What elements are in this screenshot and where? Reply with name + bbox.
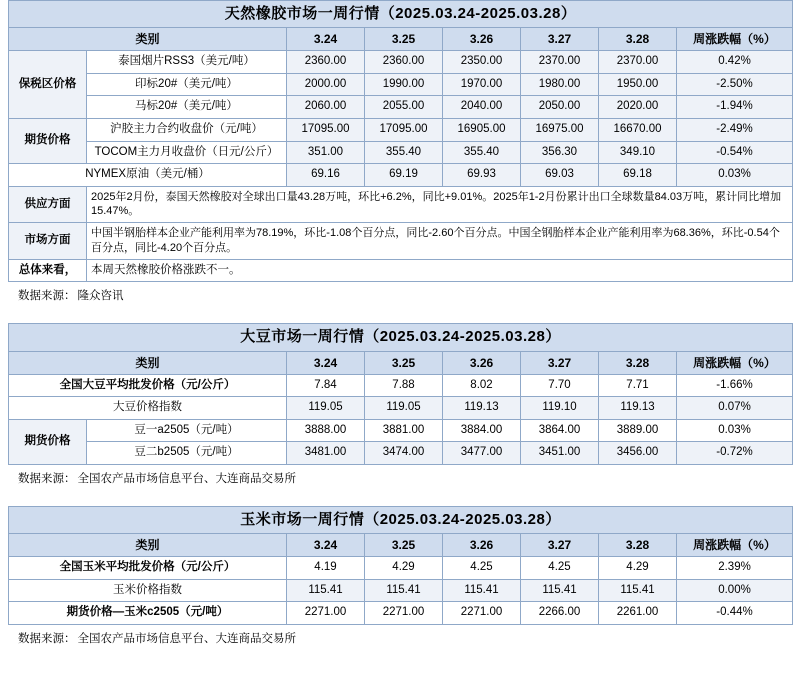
cell-value: 4.29	[599, 557, 677, 580]
cell-value: 115.41	[287, 579, 365, 602]
table-row	[9, 374, 793, 397]
cell-value: 8.02	[443, 374, 521, 397]
cell-value: 355.40	[443, 141, 521, 164]
cell-value: 349.10	[599, 141, 677, 164]
cell-value: 119.05	[287, 397, 365, 420]
cell-value: 16670.00	[599, 118, 677, 141]
cell-change: -1.66%	[677, 374, 793, 397]
cell-value: 7.84	[287, 374, 365, 397]
cell-value: 3881.00	[365, 419, 443, 442]
note-label-market: 市场方面	[9, 223, 87, 260]
source-label: 数据来源：	[18, 632, 76, 645]
cell-value: 3451.00	[521, 442, 599, 465]
soybean-source	[8, 465, 792, 486]
cell-change: 0.00%	[677, 579, 793, 602]
table-row	[9, 118, 793, 141]
cell-change: -0.54%	[677, 141, 793, 164]
soybean-col-324: 3.24	[287, 351, 365, 374]
cell-value: 119.05	[365, 397, 443, 420]
cell-value: 3864.00	[521, 419, 599, 442]
row-label: TOCOM主力月收盘价（日元/公斤）	[87, 141, 287, 164]
table-row	[9, 557, 793, 580]
row-label: 沪胶主力合约收盘价（元/吨）	[87, 118, 287, 141]
cell-value: 69.19	[365, 164, 443, 187]
cell-value: 3889.00	[599, 419, 677, 442]
cell-value: 16905.00	[443, 118, 521, 141]
rubber-source	[8, 282, 792, 303]
table-row	[9, 73, 793, 96]
cell-value: 2360.00	[365, 51, 443, 74]
corn-col-324: 3.24	[287, 534, 365, 557]
cell-change: -2.49%	[677, 118, 793, 141]
cell-value: 2271.00	[443, 602, 521, 625]
table-row	[9, 397, 793, 420]
corn-col-category: 类别	[9, 534, 287, 557]
soybean-col-327: 3.27	[521, 351, 599, 374]
table-row	[9, 96, 793, 119]
cell-value: 355.40	[365, 141, 443, 164]
cell-value: 3477.00	[443, 442, 521, 465]
row-label-b2505: 豆二b2505（元/吨）	[87, 442, 287, 465]
cell-value: 16975.00	[521, 118, 599, 141]
rubber-title-row	[9, 1, 793, 28]
corn-col-change: 周涨跌幅（%）	[677, 534, 793, 557]
rubber-group-bonded: 保税区价格	[9, 51, 87, 119]
table-row	[9, 186, 793, 223]
cell-change: -2.50%	[677, 73, 793, 96]
row-label-a2505: 豆一a2505（元/吨）	[87, 419, 287, 442]
cell-change: 0.03%	[677, 419, 793, 442]
cell-value: 69.18	[599, 164, 677, 187]
cell-value: 2266.00	[521, 602, 599, 625]
cell-change: -0.72%	[677, 442, 793, 465]
rubber-col-change: 周涨跌幅（%）	[677, 28, 793, 51]
corn-section	[8, 506, 792, 646]
cell-value: 3456.00	[599, 442, 677, 465]
cell-value: 69.93	[443, 164, 521, 187]
cell-value: 1990.00	[365, 73, 443, 96]
cell-value: 351.00	[287, 141, 365, 164]
cell-value: 115.41	[599, 579, 677, 602]
source-value: 全国农产品市场信息平台、大连商品交易所	[77, 632, 296, 645]
cell-value: 3884.00	[443, 419, 521, 442]
summary-label: 总体来看，	[9, 259, 87, 282]
rubber-col-category: 类别	[9, 28, 287, 51]
cell-change: 2.39%	[677, 557, 793, 580]
source-label: 数据来源：	[18, 290, 76, 303]
table-row	[9, 259, 793, 282]
rubber-col-327: 3.27	[521, 28, 599, 51]
spacer	[0, 486, 800, 506]
rubber-col-328: 3.28	[599, 28, 677, 51]
rubber-col-324: 3.24	[287, 28, 365, 51]
cell-value: 119.13	[599, 397, 677, 420]
cell-value: 2000.00	[287, 73, 365, 96]
soybean-header-row	[9, 351, 793, 374]
cell-change: -0.44%	[677, 602, 793, 625]
corn-col-326: 3.26	[443, 534, 521, 557]
row-label-corn-futures: 期货价格—玉米c2505（元/吨）	[9, 602, 287, 625]
rubber-section	[8, 0, 792, 303]
table-row	[9, 164, 793, 187]
cell-value: 4.25	[521, 557, 599, 580]
soybean-group-futures: 期货价格	[9, 419, 87, 464]
cell-value: 2020.00	[599, 96, 677, 119]
table-row	[9, 141, 793, 164]
row-label-corn-avg: 全国玉米平均批发价格（元/公斤）	[9, 557, 287, 580]
cell-value: 356.30	[521, 141, 599, 164]
rubber-title: 天然橡胶市场一周行情（2025.03.24-2025.03.28）	[9, 1, 793, 28]
row-label-soy-avg: 全国大豆平均批发价格（元/公斤）	[9, 374, 287, 397]
note-label-supply: 供应方面	[9, 186, 87, 223]
cell-value: 1970.00	[443, 73, 521, 96]
table-row	[9, 419, 793, 442]
source-value: 全国农产品市场信息平台、大连商品交易所	[77, 472, 296, 485]
cell-value: 115.41	[443, 579, 521, 602]
cell-value: 69.03	[521, 164, 599, 187]
cell-value: 1950.00	[599, 73, 677, 96]
cell-value: 4.29	[365, 557, 443, 580]
note-text-supply: 2025年2月份，泰国天然橡胶对全球出口量43.28万吨，环比+6.2%，同比+9.01%。2025年1-2月份累计出口全球数量84.03万吨，累计同比增加15.47%。	[87, 186, 793, 223]
cell-change: 0.42%	[677, 51, 793, 74]
rubber-group-futures: 期货价格	[9, 118, 87, 163]
soybean-col-325: 3.25	[365, 351, 443, 374]
source-value: 隆众咨讯	[77, 290, 124, 303]
cell-value: 69.16	[287, 164, 365, 187]
corn-title: 玉米市场一周行情（2025.03.24-2025.03.28）	[9, 506, 793, 533]
cell-value: 2271.00	[365, 602, 443, 625]
rubber-col-325: 3.25	[365, 28, 443, 51]
cell-value: 2055.00	[365, 96, 443, 119]
cell-change: -1.94%	[677, 96, 793, 119]
cell-value: 7.88	[365, 374, 443, 397]
cell-value: 2261.00	[599, 602, 677, 625]
cell-change: 0.07%	[677, 397, 793, 420]
table-row	[9, 51, 793, 74]
cell-value: 17095.00	[365, 118, 443, 141]
cell-value: 119.13	[443, 397, 521, 420]
cell-change: 0.03%	[677, 164, 793, 187]
table-row	[9, 223, 793, 260]
cell-value: 2040.00	[443, 96, 521, 119]
cell-value: 4.25	[443, 557, 521, 580]
cell-value: 2350.00	[443, 51, 521, 74]
cell-value: 2271.00	[287, 602, 365, 625]
corn-table	[8, 506, 793, 625]
cell-value: 4.19	[287, 557, 365, 580]
summary-text: 本周天然橡胶价格涨跌不一。	[87, 259, 793, 282]
rubber-header-row	[9, 28, 793, 51]
soybean-table	[8, 323, 793, 465]
corn-source	[8, 625, 792, 646]
table-row	[9, 442, 793, 465]
corn-header-row	[9, 534, 793, 557]
spacer	[0, 303, 800, 323]
corn-col-325: 3.25	[365, 534, 443, 557]
soybean-col-change: 周涨跌幅（%）	[677, 351, 793, 374]
rubber-col-326: 3.26	[443, 28, 521, 51]
cell-value: 119.10	[521, 397, 599, 420]
cell-value: 3888.00	[287, 419, 365, 442]
cell-value: 115.41	[521, 579, 599, 602]
cell-value: 3481.00	[287, 442, 365, 465]
row-label-soy-index: 大豆价格指数	[9, 397, 287, 420]
cell-value: 2360.00	[287, 51, 365, 74]
source-label: 数据来源：	[18, 472, 76, 485]
cell-value: 2060.00	[287, 96, 365, 119]
row-label: 马标20#（美元/吨）	[87, 96, 287, 119]
table-row	[9, 602, 793, 625]
cell-value: 2050.00	[521, 96, 599, 119]
row-label: 印标20#（美元/吨）	[87, 73, 287, 96]
note-text-market: 中国半钢胎样本企业产能利用率为78.19%，环比-1.08个百分点，同比-2.60个百分点。中国全钢胎样本企业产能利用率为68.36%，环比-0.54个百分点，同比-4.20个百分点。	[87, 223, 793, 260]
rubber-table	[8, 0, 793, 282]
soybean-title-row	[9, 324, 793, 351]
soybean-title: 大豆市场一周行情（2025.03.24-2025.03.28）	[9, 324, 793, 351]
cell-value: 3474.00	[365, 442, 443, 465]
soybean-section	[8, 323, 792, 486]
row-label-nymex: NYMEX原油（美元/桶）	[9, 164, 287, 187]
row-label: 泰国烟片RSS3（美元/吨）	[87, 51, 287, 74]
cell-value: 115.41	[365, 579, 443, 602]
cell-value: 7.70	[521, 374, 599, 397]
cell-value: 1980.00	[521, 73, 599, 96]
table-row	[9, 579, 793, 602]
cell-value: 17095.00	[287, 118, 365, 141]
cell-value: 2370.00	[521, 51, 599, 74]
soybean-col-category: 类别	[9, 351, 287, 374]
corn-title-row	[9, 506, 793, 533]
cell-value: 7.71	[599, 374, 677, 397]
soybean-col-326: 3.26	[443, 351, 521, 374]
corn-col-328: 3.28	[599, 534, 677, 557]
corn-col-327: 3.27	[521, 534, 599, 557]
row-label-corn-index: 玉米价格指数	[9, 579, 287, 602]
soybean-col-328: 3.28	[599, 351, 677, 374]
cell-value: 2370.00	[599, 51, 677, 74]
